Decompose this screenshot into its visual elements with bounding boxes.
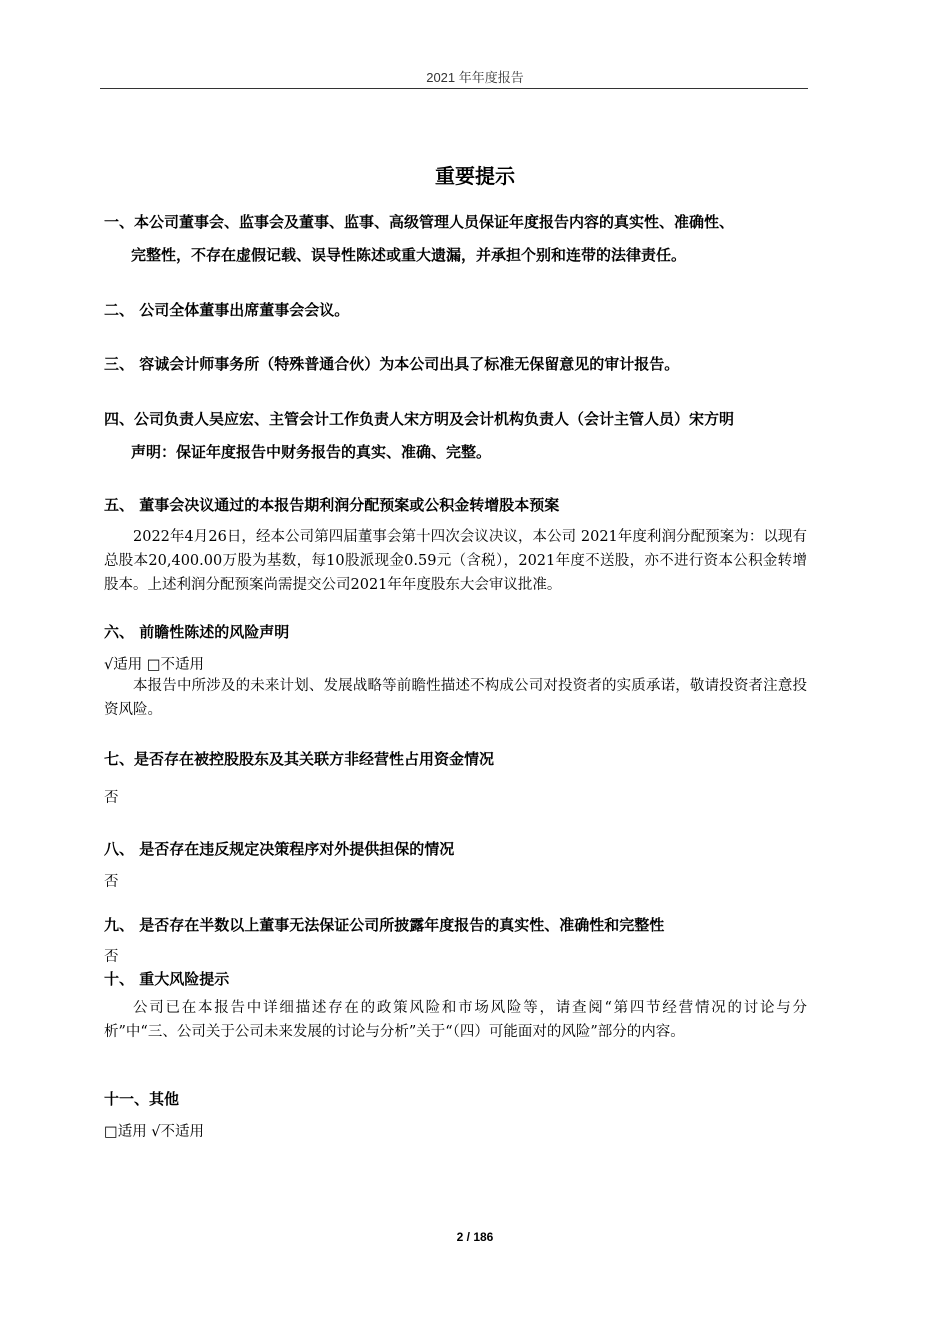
section-5-body: 2022年4月26日，经本公司第四届董事会第十四次会议决议，本公司 2021年度利润分配预案为：以现有总股本20,400.00万股为基数，每10股派现金0.59元（含税），2021年度不送股，亦不进行资本公积金转增股本。上述利润分配预案尚需提交公司2021年年度股东大会审议批准。: [104, 529, 807, 593]
section-9-heading: 九、 是否存在半数以上董事无法保证公司所披露年度报告的真实性、准确性和完整性: [104, 916, 665, 934]
section-8-answer: 否: [104, 874, 119, 890]
section-7-answer: 否: [104, 790, 119, 806]
page-header: 2021 年年度报告: [426, 70, 524, 85]
section-11-option: □适用 √不适用: [104, 1124, 205, 1140]
section-3: 三、 容诚会计师事务所（特殊普通合伙）为本公司出具了标准无保留意见的审计报告。: [104, 355, 680, 373]
section-5-heading: 五、 董事会决议通过的本报告期利润分配预案或公积金转增股本预案: [104, 496, 560, 514]
section-1-line-2: 完整性，不存在虚假记载、误导性陈述或重大遗漏，并承担个别和连带的法律责任。: [131, 246, 687, 264]
section-2: 二、 公司全体董事出席董事会会议。: [104, 301, 350, 319]
page-title: 重要提示: [435, 164, 515, 188]
section-6-body: 本报告中所涉及的未来计划、发展战略等前瞻性描述不构成公司对投资者的实质承诺，敬请投资者注意投资风险。: [104, 678, 807, 718]
header-divider: [100, 88, 808, 89]
section-10-heading: 十、 重大风险提示: [104, 970, 230, 988]
section-7-heading: 七、是否存在被控股股东及其关联方非经营性占用资金情况: [104, 750, 495, 768]
section-9-answer: 否: [104, 949, 119, 965]
section-1-line-1: 一、本公司董事会、监事会及董事、监事、高级管理人员保证年度报告内容的真实性、准确性、: [104, 213, 735, 231]
section-4-line-1: 四、公司负责人吴应宏、主管会计工作负责人宋方明及会计机构负责人（会计主管人员）宋方明: [104, 410, 735, 428]
page-number: 2 / 186: [456, 1230, 494, 1244]
section-6-heading: 六、 前瞻性陈述的风险声明: [104, 623, 290, 641]
section-11-heading: 十一、其他: [104, 1090, 180, 1108]
section-10-body: 公司已在本报告中详细描述存在的政策风险和市场风险等，请查阅“第四节经营情况的讨论与分析”中“三、公司关于公司未来发展的讨论与分析”关于“（四）可能面对的风险”部分的内容。: [104, 1000, 807, 1040]
section-6-option: √适用 □不适用: [104, 657, 205, 673]
section-4-line-2: 声明：保证年度报告中财务报告的真实、准确、完整。: [131, 443, 492, 461]
section-8-heading: 八、 是否存在违反规定决策程序对外提供担保的情况: [104, 840, 455, 858]
